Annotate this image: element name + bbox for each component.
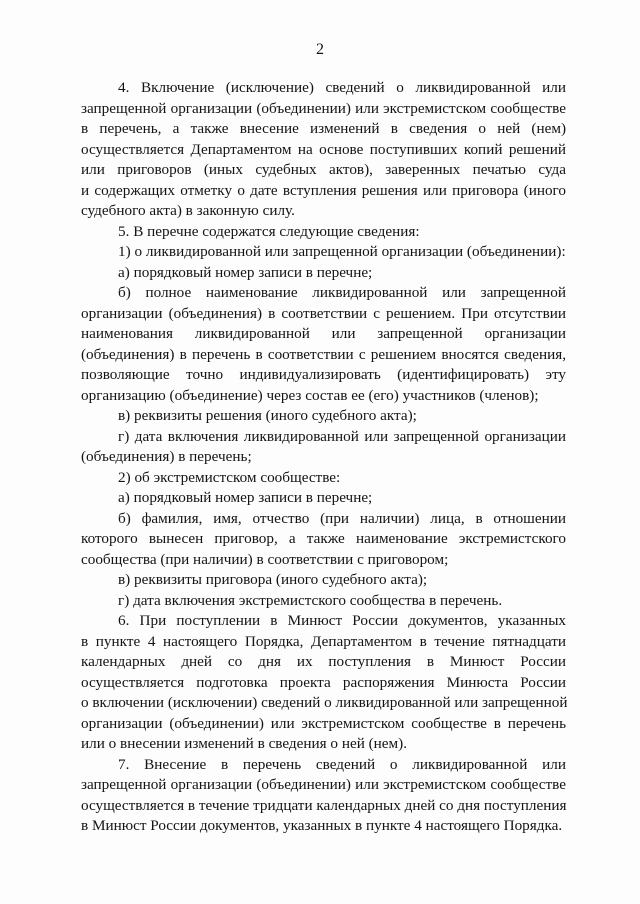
text-line: запрещенной организации (объединении) или экстремистском сообществе [81, 776, 566, 793]
text-line: сообщества (при наличии) в соответствии с приговором; [81, 550, 449, 568]
text-line: в Минюст России документов, указанных в пункте 4 настоящего Порядка. [81, 817, 563, 834]
text-line: г) дата включения экстремистского сообщества в перечень. [118, 591, 503, 609]
text-line: г) дата включения ликвидированной или запрещенной организации [118, 427, 566, 445]
text-line: а) порядковый номер записи в перечне; [118, 489, 373, 506]
text-line: в перечень, а также внесение изменений в сведения о ней (нем) [81, 120, 566, 137]
text-line: 2) об экстремистском сообществе: [118, 468, 341, 486]
text-line: (объединения) в перечень; [81, 448, 252, 465]
text-line: а) порядковый номер записи в перечне; [118, 263, 373, 281]
text-line: о включении (исключении) сведений о ликвидированной или запрещенной [81, 694, 568, 711]
text-line: 5. В перечне содержатся следующие сведения: [118, 222, 420, 240]
text-line: 6. При поступлении в Минюст России документов, указанных [118, 612, 566, 629]
text-line: (объединения) в перечень в соответствии с решением вносятся сведения, [81, 345, 566, 363]
text-line: или приговоров (иных судебных актов), заверенных печатью суда [81, 161, 566, 178]
text-line: и содержащих отметку о дате вступления решения или приговора (иного [81, 181, 566, 199]
text-line: запрещенной организации (объединении) или экстремистском сообществе [81, 99, 566, 117]
page-number: 2 [316, 41, 324, 58]
text-line: в пункте 4 настоящего Порядка, Департаментом в течение пятнадцати [81, 632, 566, 650]
text-line: судебного акта) в законную силу. [81, 202, 295, 219]
text-line: осуществляется подготовка проекта распоряжения Минюста России [81, 673, 566, 691]
text-line: организацию (объединение) через состав ее (его) участников (членов); [81, 386, 539, 404]
text-line: которого вынесен приговор, а также наименование экстремистского [81, 530, 566, 547]
text-line: осуществляется Департаментом на основе поступивших копий решений [81, 140, 566, 158]
text-line: 1) о ликвидированной или запрещенной организации (объединении): [118, 243, 566, 260]
text-line: б) полное наименование ликвидированной или запрещенной [118, 284, 566, 301]
document-body [81, 78, 566, 837]
text-line: календарных дней со дня их поступления в Минюст России [81, 653, 566, 670]
text-line: б) фамилия, имя, отчество (при наличии) лица, в отношении [118, 509, 566, 527]
text-line: в) реквизиты решения (иного судебного акта); [118, 407, 417, 424]
text-line: наименования ликвидированной или запрещенной организации [81, 325, 566, 342]
text-line: 7. Внесение в перечень сведений о ликвидированной или [118, 755, 566, 773]
text-line: в) реквизиты приговора (иного судебного акта); [118, 571, 428, 588]
text-line: или о внесении изменений в сведения о ней (нем). [81, 735, 408, 752]
text-line: осуществляется в течение тридцати календарных дней со дня поступления [81, 796, 567, 814]
text-line: организации (объединении) или экстремистском сообществе в перечень [81, 714, 566, 732]
text-line: организации (объединения) в соответствии с решением. При отсутствии [81, 304, 566, 322]
text-line: позволяющие точно индивидуализировать (идентифицировать) эту [81, 366, 566, 383]
text-line: 4. Включение (исключение) сведений о ликвидированной или [118, 79, 566, 96]
